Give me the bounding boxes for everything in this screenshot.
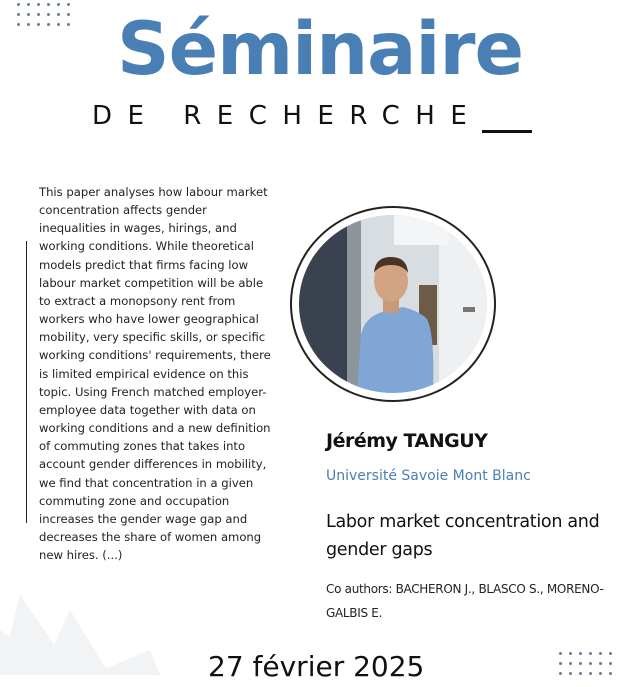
seminar-title: Séminaire [117, 7, 523, 92]
speaker-photo [299, 215, 487, 393]
dot [579, 662, 582, 665]
speaker-photo-frame [290, 206, 496, 402]
talk-coauthors: Co authors: BACHERON J., BLASCO S., MORENO-GALBIS E. [326, 582, 604, 620]
dot [569, 662, 572, 665]
dot [559, 662, 562, 665]
dot [599, 662, 602, 665]
speaker-affiliation: Université Savoie Mont Blanc [326, 468, 531, 484]
decorative-burst-shape [0, 590, 200, 675]
seminar-subtitle: DE RECHERCHE [92, 101, 483, 131]
dot [589, 662, 592, 665]
dot [609, 662, 612, 665]
talk-title: Labor market concentration and gender gaps [326, 512, 600, 560]
dot [569, 652, 572, 655]
dot-pattern-bottom-right [559, 652, 619, 682]
dot [579, 652, 582, 655]
dot [599, 652, 602, 655]
speaker-name: Jérémy TANGUY [326, 430, 488, 452]
abstract-text: This paper analyses how labour market concentration affects gender inequalities in wages, hirings, and working conditions. While theoretical models predict that firms facing low labour market competition will be able to extract a monopsony rent from workers who have lower geographical mobility, very specific skills, or specific working conditions' requirements, there is limited empirical evidence on this topic. Using French matched employer-employee data together with data on working conditions and a new definition of commuting zones that takes into account gender differences in mobility, we find that concentration in a given commuting zone and occupation increases the gender wage gap and decreases the share of women among new hires. (...) [39, 185, 271, 563]
dot [559, 652, 562, 655]
subtitle-underline [482, 130, 532, 133]
dot [609, 652, 612, 655]
dot [589, 652, 592, 655]
abstract-divider [26, 241, 27, 523]
event-date: 27 février 2025 [208, 650, 425, 683]
